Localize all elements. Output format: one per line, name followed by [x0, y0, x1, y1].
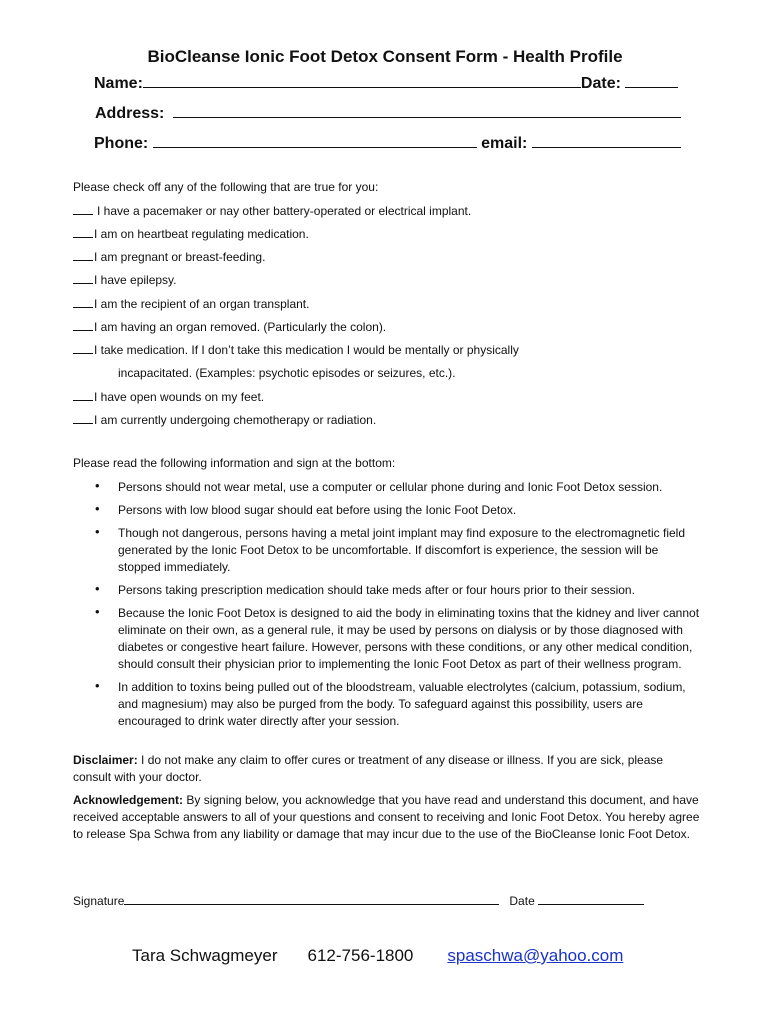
checklist-item: I am having an organ removed. (Particularly the colon).: [73, 319, 386, 334]
bullet-icon: •: [95, 478, 100, 493]
name-field[interactable]: [143, 73, 581, 88]
phone-email-row: [94, 133, 681, 153]
checklist-item: I am on heartbeat regulating medication.: [73, 226, 309, 241]
disclaimer-label: Disclaimer:: [73, 753, 138, 767]
disclaimer-text: I do not make any claim to offer cures or treatment of any disease or illness. If you are sick, please consult with your doctor.: [73, 753, 664, 784]
checkbox-blank[interactable]: [73, 249, 93, 261]
checklist-item: I take medication. If I don’t take this medication I would be mentally or physically: [73, 342, 519, 357]
checklist-item: I have epilepsy.: [73, 272, 177, 287]
checklist-item: I am the recipient of an organ transplant.: [73, 296, 309, 311]
contact-name: Tara Schwagmeyer: [132, 946, 278, 965]
info-bullet: • In addition to toxins being pulled out of the bloodstream, valuable electrolytes (calcium, potassium, sodium, and magnesium) may also be purged from the body. To safeguard against this possibility, users are encouraged to drink water directly after your session.: [95, 678, 686, 728]
checklist-item: I have a pacemaker or nay other battery-operated or electrical implant.: [73, 203, 471, 218]
checkbox-blank[interactable]: [73, 272, 93, 284]
contact-phone: 612-756-1800: [307, 946, 414, 965]
checklist-intro: Please check off any of the following that are true for you:: [73, 180, 379, 194]
acknowledgement-label: Acknowledgement:: [73, 793, 184, 807]
signature-field[interactable]: [124, 893, 499, 905]
name-date-row: [94, 73, 678, 93]
bullet-icon: •: [95, 501, 100, 516]
address-row: [95, 103, 681, 123]
info-bullet: • Persons should not wear metal, use a computer or cellular phone during and Ionic Foot Detox session.: [95, 478, 663, 494]
phone-field[interactable]: [153, 133, 477, 148]
address-field[interactable]: [173, 103, 681, 118]
info-bullet: • Though not dangerous, persons having a metal joint implant may find exposure to the electromagnetic field generated by the Ionic Foot Detox to be uncomfortable. If discomfort is experience, the session will be stopped immediately.: [95, 524, 685, 574]
bullet-icon: •: [95, 678, 100, 693]
info-bullet: • Persons with low blood sugar should eat before using the Ionic Foot Detox.: [95, 501, 517, 517]
form-title: BioCleanse Ionic Foot Detox Consent Form - Health Profile: [147, 47, 623, 66]
checkbox-blank[interactable]: [73, 342, 93, 354]
signature-row: [73, 893, 644, 908]
bullet-icon: •: [95, 581, 100, 596]
date-label: Date:: [580, 75, 621, 92]
checklist-item: I am pregnant or breast-feeding.: [73, 249, 265, 264]
checkbox-blank[interactable]: [73, 226, 93, 238]
checkbox-blank[interactable]: [73, 296, 93, 308]
disclaimer-paragraph: [73, 752, 703, 786]
signature-label: Signature: [73, 894, 125, 908]
checklist-item: I am currently undergoing chemotherapy or radiation.: [73, 412, 376, 427]
signature-date-field[interactable]: [538, 893, 644, 905]
phone-label: Phone:: [94, 135, 149, 152]
checklist-item: I have open wounds on my feet.: [73, 389, 264, 404]
date-field[interactable]: [625, 73, 678, 88]
email-field[interactable]: [532, 133, 681, 148]
name-label: Name:: [94, 75, 143, 92]
acknowledgement-paragraph: [73, 792, 703, 843]
contact-email-link[interactable]: spaschwa@yahoo.com: [447, 946, 624, 965]
checkbox-blank[interactable]: [73, 203, 93, 215]
contact-footer: [132, 946, 623, 966]
checklist-item-continuation: incapacitated. (Examples: psychotic episodes or seizures, etc.).: [118, 366, 456, 380]
info-intro: Please read the following information and sign at the bottom:: [73, 456, 396, 470]
acknowledgement-text: By signing below, you acknowledge that you have read and understand this document, and have received acceptable answers to all of your questions and consent to receiving and Ionic Foot Detox. You hereby agree to release Spa Schwa from any liability or damage that may incur due to the use of the BioCleanse Ionic Foot Detox.: [73, 793, 700, 841]
bullet-icon: •: [95, 524, 100, 539]
bullet-icon: •: [95, 604, 100, 619]
checkbox-blank[interactable]: [73, 319, 93, 331]
info-bullet-list: [73, 479, 703, 736]
checkbox-blank[interactable]: [73, 412, 93, 424]
signature-date-label: Date: [509, 894, 535, 908]
email-label: email:: [481, 135, 528, 152]
info-bullet: • Persons taking prescription medication should take meds after or four hours prior to their session.: [95, 581, 635, 597]
checkbox-blank[interactable]: [73, 389, 93, 401]
address-label: Address:: [95, 105, 165, 122]
info-bullet: • Because the Ionic Foot Detox is designed to aid the body in eliminating toxins that the kidney and liver cannot eliminate on their own, as a general rule, it may be used by persons on dialysis or by those diagnosed with diabetes or congestive heart failure. However, persons with these conditions, or any other medical condition, should consult their physician prior to implementing the Ionic Foot Detox as part of their wellness program.: [95, 604, 700, 671]
